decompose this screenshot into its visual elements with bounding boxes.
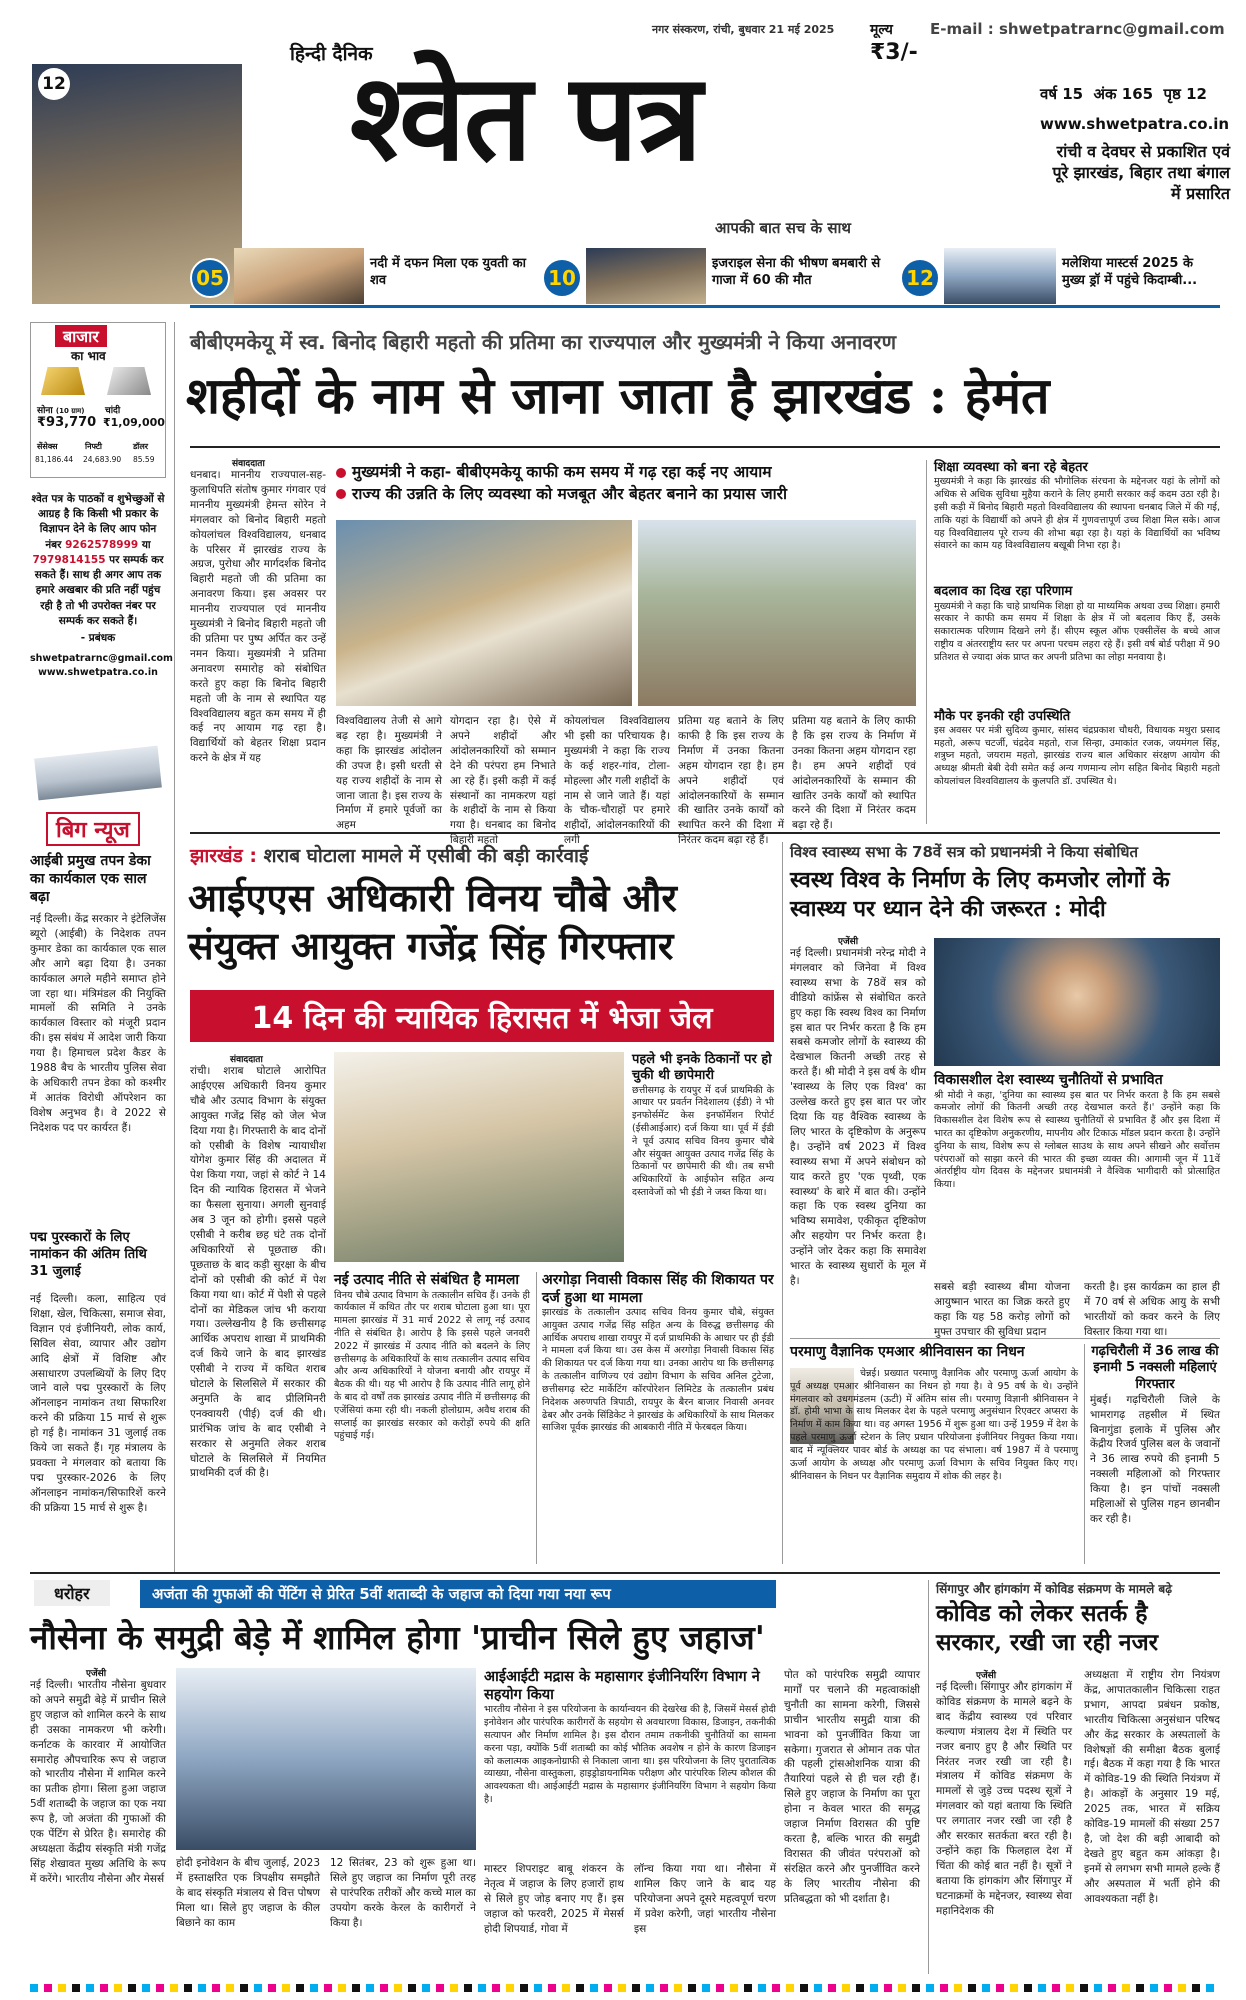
health-rule — [790, 1338, 1220, 1339]
scam-kicker: झारखंड : शराब घोटाला मामले में एसीबी की बड़ी कार्रवाई — [190, 845, 589, 867]
scam-sub-divider — [536, 1272, 537, 1564]
bottom-rule — [30, 1572, 1220, 1574]
notice-sign: - प्रबंधक — [80, 631, 116, 644]
sensex-value: 81,186.44 — [35, 455, 74, 464]
statue-photo — [638, 520, 916, 706]
heritage-col-5: लॉन्च किया गया था। नौसेना में शामिल किए जाने के बाद यह परियोजना अपने दूसरे महत्वपूर्ण चरण में प्रवेश करेगी, जहां भारतीय नौसेना इस — [634, 1863, 776, 1935]
statue-unveiling-photo — [336, 520, 632, 706]
health-box-heading: विकासशील देश स्वास्थ्य चुनौतियों से प्रभावित — [934, 1072, 1163, 1088]
heritage-col-4: मास्टर शिपराइट बाबू शंकरन के नेतृत्व में जहाज के लिए हजारों हाथ से सिले हुए जोड़ बनाए गए हैं। इस जहाज को फरवरी, 2025 में मेसर्स होदी शिपयार्ड, गोवा में — [484, 1863, 624, 1935]
scam-body: रांची। शराब घोटाले आरोपित आईएएस अधिकारी विनय कुमार चौबे और उत्पाद विभाग के संयुक्त आयुक्त गजेंद्र सिंह को जेल भेज दिया गया है। गिरफ्तारी के बाद दोनों को एसीबी के विशेष न्यायाधीश योगेश कुमार सिंह की अदालत में पेश किया गया, जहां से कोर्ट ने 14 दिन की न्यायिक हिरासत में भेजने का फैसला सुनाया। अगली सुनवाई अब 3 जून को होगी। इससे पहले एसीबी ने करीब छह घंटे तक दोनों अधिकारियों से पूछताछ की। पूछताछ के बाद कड़ी सुरक्षा के बीच दोनों को एसीबी की कोर्ट में पेश किया गया था। कोर्ट में पेशी से पहले दोनों का मेडिकल जांच भी कराया गया। उल्लेखनीय है कि छत्तीसगढ़ आर्थिक अपराध शाखा में प्राथमिकी दर्ज किये जाने के बाद झारखंड एसीबी ने राज्य में कथित शराब घोटाले के सिलसिले में सरकार की अनुमति के बाद प्रीलिमिनरी एनक्वायरी (पीई) दर्ज की थी। प्रारंभिक जांच के बाद एसीबी ने सरकार से अनुमति लेकर शराब घोटाले के सिलसिले में नियमित प्राथमिकी दर्ज की है। — [190, 1065, 326, 1480]
health-box — [934, 1072, 1220, 1272]
nifty-label: निफ्टी — [85, 442, 102, 451]
scam-sub-1 — [334, 1272, 530, 1564]
market-heading: बाजार — [55, 325, 107, 347]
silver-icon — [107, 367, 151, 395]
covid-byline: एजेंसी — [976, 1671, 997, 1681]
side-heading-2: बदलाव का दिख रहा परिणाम — [934, 584, 1073, 600]
price: ₹3/- — [870, 40, 918, 65]
teaser-photo — [234, 248, 364, 304]
lead-bullets — [336, 462, 916, 505]
right-divider — [782, 842, 783, 1564]
health-col-b2: करती है। इस कार्यक्रम का हाल ही में 70 वर्ष से अधिक आयु के सभी भारतीयों को कवर करने के लिए विस्तार किया गया था। — [1084, 1281, 1220, 1338]
notice-or: या — [141, 538, 151, 551]
tagline: आपकी बात सच के साथ — [715, 219, 851, 237]
sensex-label: सेंसेक्स — [37, 442, 58, 451]
lead-col-6: प्रतिमा यह बताने के लिए काफी है कि इस राज्य के निर्माण में उनका कितना अहम योगदान रहा है। हम अपने शहीदों एवं आंदोलनकारियों के सम्मान की खातिर उनके कार्यों को स्थापित करने की दिशा में निरंतर कदम बढ़ा रहे हैं। — [792, 715, 916, 832]
side-text-2: मुख्यमंत्री ने कहा कि चाहे प्राथमिक शिक्षा हो या माध्यमिक अथवा उच्च शिक्षा। हमारी सरकार ने काफी कम समय में शिक्षा के क्षेत्र में जो बदलाव किए हैं, उसके सकारात्मक परिणाम दिखने लगे हैं। सीएम स्कूल ऑफ एक्सीलेंस के बच्चे आज राष्ट्रीय व अंतरराष्ट्रीय स्तर पर अपना परचम लहरा रहे हैं। इसी वर्ष बोर्ड परीक्षा में 90 प्रतिशत से ज्यादा अंक प्राप्त कर अपनी प्रतिभा का लोहा मनवाया है। — [934, 600, 1220, 663]
bignews-text: नई दिल्ली। केंद्र सरकार ने इंटेलिजेंस ब्यूरो (आईबी) के निदेशक तपन कुमार डेका का कार्यकाल एक साल और आगे बढ़ा दिया है। उनका कार्यकाल अगले महीने समाप्त होने जा रहा था। मंत्रिमंडल की नियुक्ति मामलों की समिति ने उनके कार्यकाल विस्तार को मंजूरी प्रदान की। इस संबंध में आदेश जारी किया गया है। हिमाचल प्रदेश कैडर के 1988 बैच के भारतीय पुलिस सेवा के अधिकारी तपन डेका को कश्मीर में आतंक विरोधी ऑपरेशन का विशेष अनुभव है। वे 2022 से निदेशक पद पर कार्यरत हैं। — [30, 913, 166, 1134]
edition-line: नगर संस्करण, रांची, बुधवार 21 मई 2025 — [652, 23, 835, 36]
heritage-col-6: पोत को पारंपरिक समुद्री व्यापार मार्गों पर चलाने की महत्वाकांक्षी चुनौती का सामना करेगी, जिससे प्राचीन भारतीय समुद्री यात्रा की भावना को पुनर्जीवित किया जा सकेगा। गुजरात से ओमान तक पोत की पहली ट्रांसओशनिक यात्रा की तैयारियां पहले से ही चल रही हैं। सिले हुए जहाज के निर्माण का पूरा होना न केवल भारत की समृद्ध जहाज निर्माण विरासत की पुष्टि करता है, बल्कि भारत की समुद्री विरासत की जीवंत परंपराओं को संरक्षित करने और पुनर्जीवित करने के लिए भारतीय नौसेना की प्रतिबद्धता को भी दर्शाता है। — [784, 1669, 920, 1905]
lead-col-1: धनबाद। माननीय राज्यपाल-सह-कुलाधिपति संतोष कुमार गंगवार एवं माननीय मुख्यमंत्री हेमन्त सोरेन ने मंगलवार को बिनोद बिहारी महतो कोयलांचल विश्वविद्यालय, धनबाद के परिसर में झारखंड राज्य के अग्रज, पुरोधा और मार्गदर्शक बिनोद बिहारी महतो जी की प्रतिमा का अनावरण किया। इस अवसर पर माननीय राज्यपाल एवं माननीय मुख्यमंत्री ने बिनोद बिहारी महतो जी की प्रतिमा पर पुष्प अर्पित कर उन्हें नमन किया। मुख्यमंत्री ने प्रतिमा अनावरण समारोह को संबोधित करते हुए कहा कि बिनोद बिहारी महतो जी के नाम से स्थापित यह विश्वविद्यालय बहुत कम समय में ही कई नए आयाम गढ़ रहा है। विद्यार्थियों को बेहतर शिक्षा प्रदान करने के क्षेत्र में यह — [190, 469, 326, 765]
masthead — [0, 0, 1246, 240]
ad-notice — [30, 492, 173, 680]
notice-phone-1[interactable]: 9262578999 — [65, 538, 139, 551]
bignews-text: नई दिल्ली। कला, साहित्य एवं शिक्षा, खेल, चिकित्सा, समाज सेवा, विज्ञान एवं इंजीनियरी, लोक कार्य, सिविल सेवा, व्यापार और उद्योग आदि क्षेत्रों में विशिष्ट और असाधारण उपलब्धियों के लिए दिए जाने वाले पद्म पुरस्कारों के लिए ऑनलाइन नामांकन तथा सिफारिश करने की प्रक्रिया 15 मार्च से शुरू हो गई है। नामांकन 31 जुलाई तक किये जा सकते हैं। गृह मंत्रालय के प्रवक्ता ने मंगलवार को बताया कि पद्म पुरस्कार-2026 के लिए ऑनलाइन नामांकन/सिफारिशें करने की प्रक्रिया 15 मार्च से शुरू है। — [30, 1293, 166, 1514]
daily-label: हिन्दी दैनिक — [290, 43, 373, 65]
dollar-value: 85.59 — [133, 455, 155, 464]
scam-box-heading: पहले भी इनके ठिकानों पर हो चुकी थी छापेमारी — [632, 1052, 772, 1084]
gold-icon — [41, 367, 85, 395]
notice-text-2: पर सम्पर्क कर सकते हैं। साथ ही अगर आप तक हमारे अखबार की प्रति नहीं पहुंच रही है तो भी उपरोक्त नंबर पर सम्पर्क कर सकते हैं। — [34, 553, 164, 627]
naxal-divider — [1084, 1344, 1085, 1564]
registration-dots — [30, 1984, 1220, 1992]
teaser-page-badge: 05 — [190, 258, 230, 298]
arrest-photo — [334, 1052, 624, 1262]
scientist-story — [790, 1344, 1078, 1564]
scientist-text: चेन्नई। प्रख्यात परमाणु वैज्ञानिक और परमाणु ऊर्जा आयोग के पूर्व अध्यक्ष एमआर श्रीनिवासन का निधन हो गया है। वे 95 वर्ष के थे। उन्होंने मंगलवार को उधगमंडलम (ऊटी) में अंतिम सांस ली। परमाणु विज्ञानी श्रीनिवासन ने डॉ. होमी भाभा के साथ मिलकर देश के पहले परमाणु अनुसंधान रिएक्टर अप्सरा के निर्माण में काम किया था। वह अगस्त 1956 में शुरू हुआ था। उन्हें 1959 में देश के पहले परमाणु ऊर्जा स्टेशन के लिए प्रधान परियोजना इंजीनियर नियुक्त किया गया। बाद में न्यूक्लियर पावर बोर्ड के अध्यक्ष का पद संभाला। वर्ष 1987 में वे परमाणु ऊर्जा आयोग के अध्यक्ष और परमाणु ऊर्जा विभाग के सचिव नियुक्त किए गए। श्रीनिवासन के निधन पर वैज्ञानिक समुदाय में शोक की लहर है। — [790, 1368, 1078, 1482]
newspaper-graphic — [34, 746, 162, 801]
lead-col-3: योगदान रहा है। ऐसे में अपने शहीदों और आंदोलनकारियों को सम्मान देने की परंपरा हम निभाते आ रहे हैं। इसी कड़ी में कई संस्थानों का नामकरण यहां के शहीदों के नाम से किया गया है। धनबाद का बिनोद बिहारी महतो — [450, 715, 556, 847]
health-headline: स्वस्थ विश्व के निर्माण के लिए कमजोर लोगों के स्वास्थ्य पर ध्यान देने की जरूरत : मोदी — [790, 867, 1170, 922]
bignews-label: बिग न्यूज — [46, 812, 140, 846]
lead-col-4: कोयलांचल विश्वविद्यालय भी इसी का परिचायक है। मुख्यमंत्री ने कहा कि राज्य के कई शहर-गांव, टोला-मोहल्ला और गली शहीदों के नाम से जाने जाते हैं। यहां के चौक-चौराहों पर हमारे शहीदों, आंदोलनकारियों की लगी — [564, 715, 670, 847]
scam-sub-1-text: विनय चौबे उत्पाद विभाग के तत्कालीन सचिव हैं। उनके ही कार्यकाल में कथित तौर पर शराब घोटाला हुआ था। पूरा मामला झारखंड में 31 मार्च 2022 से लागू नई उत्पाद नीति से संबंधित है। आरोप है कि इससे पहले जनवरी 2022 में झारखंड में उत्पाद नीति को बदलने के लिए छत्तीसगढ़ के अधिकारियों के साथ तत्कालीन उत्पाद सचिव और अन्य अधिकारियों ने योजना बनायी और रायपुर में बैठक की थी। यह भी आरोप है कि उत्पाद नीति लागू होने के बाद दो वर्षों तक झारखंड उत्पाद नीति में छत्तीसगढ़ की एजेंसियां कमा रही थी। नकली होलोग्राम, अवैध शराब की सप्लाई का झारखंड सरकार को करोड़ों रुपये की क्षति पहुंचाई गई। — [334, 1289, 530, 1442]
heritage-box-heading: आईआईटी मद्रास के महासागर इंजीनियरिंग विभाग ने सहयोग किया — [484, 1669, 760, 1704]
covid-col-2: अध्यक्षता में राष्ट्रीय रोग नियंत्रण केंद्र, आपातकालीन चिकित्सा राहत प्रभाग, आपदा प्रबंधन प्रकोष्ठ, भारतीय चिकित्सा अनुसंधान परिषद और केंद्र सरकार के अस्पतालों के विशेषज्ञों की समीक्षा बैठक बुलाई गई। बैठक में कहा गया है कि भारत में कोविड-19 की स्थिति नियंत्रण में है। आंकड़ों के अनुसार 19 मई, 2025 तक, भारत में सक्रिय कोविड-19 मामलों की संख्या 257 है, जो देश की बड़ी आबादी को देखते हुए बहुत कम आंकड़ा है। इनमें से लगभग सभी मामले हल्के हैं और अस्पताल में भर्ती होने की आवश्यकता नहीं है। — [1084, 1669, 1220, 1905]
bignews-title[interactable]: पद्म पुरस्कारों के लिए नामांकन की अंतिम तिथि 31 जुलाई — [30, 1230, 147, 1279]
page-badge: 12 — [38, 68, 70, 100]
gold-price: ₹93,770 — [37, 415, 97, 430]
market-sub: का भाव — [71, 349, 106, 363]
bullet-icon — [336, 468, 346, 478]
side-heading-3: मौके पर इनकी रही उपस्थिति — [934, 708, 1071, 724]
lead-side-box — [934, 460, 1220, 824]
lead-kicker: बीबीएमकेयू में स्व. बिनोद बिहारी महतो की प्रतिमा का राज्यपाल और मुख्यमंत्री ने किया अनावरण — [190, 330, 897, 354]
heritage-label: धरोहर — [34, 1580, 110, 1606]
published-from: रांची व देवघर से प्रकाशित एवं पूरे झारखंड, बिहार तथा बंगाल में प्रसारित — [1052, 142, 1230, 203]
pm-photo — [934, 938, 1220, 1066]
email: E-mail : shwetpatrarnc@gmail.com — [930, 20, 1225, 38]
teaser-text[interactable]: नदी में दफन मिला एक युवती का शव — [370, 256, 526, 288]
heritage-box-text: भारतीय नौसेना ने इस परियोजना के कार्यान्वयन की देखरेख की है, जिसमें मेसर्स होदी इनोवेशन और पारंपरिक कारीगरों के सहयोग से अवधारणा विकास, डिजाइन, तकनीकी सत्यापन और निर्माण शामिल है। इस दौरान तमाम तकनीकी चुनौतियों का सामना करना पड़ा, क्योंकि 5वीं शताब्दी का कोई भौतिक अवशेष न होने के कारण डिजाइन को कलात्मक आइकनोग्राफी से निकाला जाना था। इस परियोजना के लिए पुरातात्विक व्याख्या, नौसेना वास्तुकला, हाइड्रोडायनामिक परीक्षण और पारंपरिक शिल्प कौशल की आवश्यकता थी। आईआईटी मद्रास के महासागर इंजीनियरिंग विभाग ने सहयोग किया है। — [484, 1704, 776, 1805]
dollar-label: डॉलर — [133, 442, 149, 451]
covid-divider — [928, 1580, 929, 1974]
covid-col-1: नई दिल्ली। सिंगापुर और हांगकांग में कोविड संक्रमण के मामले बढ़ने के बाद केंद्रीय स्वास्थ्य एवं परिवार कल्याण मंत्रालय देश में स्थिति पर नजर बनाए हुए है और स्थिति पर निरंतर नजर रखी जा रही है। मंत्रालय में कोविड संक्रमण के मामलों से जुड़े उच्च पदस्थ सूत्रों ने मंगलवार को यहां बताया कि स्थिति पर लगातार नजर रखी जा रही है और सरकार सतर्कता बरत रही है। उन्होंने कहा कि फिलहाल देश में चिंता की कोई बात नहीं है। सूत्रों ने बताया कि हांगकांग और सिंगापुर में घटनाक्रमों के मद्देनजर, स्वास्थ्य सेवा महानिदेशक की — [936, 1681, 1072, 1917]
scam-byline: संवाददाता — [230, 1055, 263, 1065]
bullet-icon — [336, 489, 346, 499]
silver-label: चांदी — [105, 406, 121, 416]
naxal-story — [1090, 1344, 1220, 1564]
lead-headline: शहीदों के नाम से जाना जाता है झारखंड : हेमंत — [186, 366, 1050, 425]
heritage-col-3: 12 सितंबर, 23 को शुरू हुआ था। सिले हुए जहाज का निर्माण पूरी तरह से पारंपरिक तरीकों और कच्चे माल का उपयोग करके केरल के कारीगरों ने किया है। — [330, 1857, 476, 1929]
gold-label: सोना (10 ग्राम) — [37, 406, 85, 416]
lead-rule — [190, 446, 1220, 448]
scam-sub-2 — [542, 1272, 774, 1564]
naxal-headline: गढ़चिरौली में 36 लाख की इनामी 5 नक्सली महिलाएं गिरफ्तार — [1091, 1344, 1219, 1392]
lead-side-divider — [926, 460, 927, 824]
teaser-photo — [944, 248, 1056, 304]
scam-headline: आईएएस अधिकारी विनय चौबे और संयुक्त आयुक्त गजेंद्र सिंह गिरफ्तार — [188, 875, 677, 968]
silver-price: ₹1,09,000 — [103, 416, 165, 429]
masthead-title: श्वेत पत्र — [350, 47, 701, 188]
covid-headline: कोविड को लेकर सतर्क है सरकार, रखी जा रही नजर — [936, 1600, 1159, 1656]
lead-byline: संवाददाता — [232, 459, 265, 469]
lead-bullet-1: मुख्यमंत्री ने कहा- बीबीएमकेयू काफी कम समय में गढ़ रहा कई नए आयाम — [336, 462, 916, 484]
heritage-byline: एजेंसी — [86, 1669, 107, 1679]
teaser-page-badge: 12 — [900, 258, 940, 298]
heritage-headline: नौसेना के समुद्री बेड़े में शामिल होगा 'प्राचीन सिले हुए जहाज' — [30, 1618, 765, 1657]
covid-kicker: सिंगापुर और हांगकांग में कोविड संक्रमण के मामले बढ़े — [936, 1582, 1173, 1596]
price-label: मूल्य — [870, 22, 893, 38]
heritage-kicker: अजंता की गुफाओं की पेंटिंग से प्रेरित 5वीं शताब्दी के जहाज को दिया गया नया रूप — [140, 1580, 776, 1608]
heritage-col-1: नई दिल्ली। भारतीय नौसेना बुधवार को अपने समुद्री बेड़े में प्राचीन सिले हुए जहाज को शामिल करने के साथ ही उसका नामकरण भी करेगी। कर्नाटक के कारवार में आयोजित समारोह औपचारिक रूप से जहाज को भारतीय नौसेना में शामिल करने का प्रतीक होगा। सिला हुआ जहाज 5वीं शताब्दी के जहाज का एक नया रूप है, जो अजंता की गुफाओं की एक पेंटिंग से प्रेरित है। समारोह की अध्यक्षता केंद्रीय संस्कृति मंत्री गजेंद्र सिंह शेखावत मुख्य अतिथि के रूप में करेंगे। भारतीय नौसेना और मेसर्स — [30, 1679, 166, 1885]
notice-phone-2[interactable]: 7979814155 — [32, 553, 106, 566]
scam-banner: 14 दिन की न्यायिक हिरासत में भेजा जेल — [190, 990, 774, 1042]
teaser-text[interactable]: मलेशिया मास्टर्स 2025 के मुख्य ड्रॉ में पहुंचे किदाम्बी... — [1062, 256, 1198, 288]
lead-bullet-2: राज्य की उन्नति के लिए व्यवस्था को मजबूत और बेहतर बनाने का प्रयास जारी — [336, 484, 916, 506]
health-kicker: विश्व स्वास्थ्य सभा के 78वें सत्र को प्रधानमंत्री ने किया संबोधित — [790, 843, 1139, 861]
scam-sub-2-heading: अरगोड़ा निवासी विकास सिंह की शिकायत पर दर्ज हुआ था मामला — [542, 1272, 774, 1306]
teaser-text[interactable]: इजराइल सेना की भीषण बमबारी से गाजा में 60 की मौत — [712, 256, 881, 288]
health-byline: एजेंसी — [838, 937, 859, 947]
scientist-headline: परमाणु वैज्ञानिक एमआर श्रीनिवासन का निधन — [790, 1344, 1025, 1360]
lead-col-5: प्रतिमा यह बताने के लिए काफी है कि इस राज्य के निर्माण में उनका कितना अहम योगदान रहा है। हम अपने शहीदों एवं आंदोलनकारियों के सम्मान की खातिर उनके कार्यों को स्थापित करने की दिशा में निरंतर कदम बढ़ा रहे हैं। — [678, 715, 784, 847]
notice-text: श्वेत पत्र के पाठकों व शुभेच्छुओं से आग्रह है कि किसी भी प्रकार के विज्ञापन देने के लिए आप फोन नंबर — [31, 493, 165, 551]
side-text-3: इस अवसर पर मंत्री सुदिव्य कुमार, सांसद चंद्रप्रकाश चौधरी, विधायक मथुरा प्रसाद महतो, अरूप चटर्जी, चंद्रदेव महतो, राज सिन्हा, उमाकांत रजक, जयमंगल सिंह, शत्रुघ्न महतो, जयराम महतो, झारखंड राज्य बाल अधिकार संरक्षण आयोग की अध्यक्ष श्रीमती बेबी देवी समेत कई अन्य गणमान्य लोग सहित बिनोद बिहारी महतो कोयलांचल विश्वविद्यालय के कुलपति डॉ. उपस्थित थे। — [934, 724, 1220, 787]
notice-email[interactable]: shwetpatrarnc@gmail.com — [30, 653, 173, 665]
health-col-b1: सबसे बड़ी स्वास्थ्य बीमा योजना आयुष्मान भारत का जिक्र करते हुए कहा कि यह 58 करोड़ लोगों को मुफ्त उपचार की सुविधा प्रदान — [934, 1281, 1070, 1338]
nifty-value: 24,683.90 — [83, 455, 122, 464]
volume-info: वर्ष 15 अंक 165 पृष्ठ 12 — [1040, 85, 1207, 103]
lead-col-2: विश्वविद्यालय तेजी से आगे बढ़ रहा है। मुख्यमंत्री ने कहा कि झारखंड आंदोलन की उपज है। इसी धरती से यह राज्य शहीदों के नाम से जाना जाता है। इस राज्य के निर्माण में हमारे पूर्वजों का अहम — [336, 715, 442, 832]
scam-sub-2-text: झारखंड के तत्कालीन उत्पाद सचिव विनय कुमार चौबे, संयुक्त आयुक्त उत्पाद गजेंद्र सिंह सहित अन्य के विरुद्ध छत्तीसगढ़ की आर्थिक अपराध शाखा रायपुर में दर्ज प्राथमिकी के आधार पर ही ईडी ने मामला दर्ज किया था। उस केस में अरगोड़ा निवासी विकास सिंह की शिकायत पर दर्ज किया गया था। उनका आरोप था कि छत्तीसगढ़ के तत्कालीन वाणिज्य एवं उद्योग विभाग के सचिव अनिल टुटेजा, छत्तीसगढ़ स्टेट मार्केटिंग कॉरपोरेशन लिमिटेड के तत्कालीन प्रबंध निदेशक अरुणपति त्रिपाठी, रायपुर के बैरन बाजार निवासी अनवर ढेबर और उनके सिंडिकेट ने झारखंड के अधिकारियों के साथ मिलकर साजिश पूर्वक झारखंड की आबकारी नीति में फेरबदल किया। — [542, 1307, 774, 1434]
ship-photo — [176, 1668, 476, 1850]
health-body: नई दिल्ली। प्रधानमंत्री नरेन्द्र मोदी ने मंगलवार को जिनेवा में विश्व स्वास्थ्य सभा के 78वें सत्र को वीडियो कांफ्रेंस से संबोधित करते हुए कहा कि स्वस्थ विश्व का निर्माण इस बात पर निर्भर करता है कि हम सबसे कमजोर लोगों के स्वास्थ्य की देखभाल कितनी अच्छी तरह से करते हैं। श्री मोदी ने इस वर्ष के थीम 'स्वास्थ्य के लिए एक विश्व' का उल्लेख करते हुए इस बात पर जोर दिया कि यह वैश्विक स्वास्थ्य के लिए भारत के दृष्टिकोण के अनुरूप है। उन्होंने वर्ष 2023 में विश्व स्वास्थ्य सभा में अपने संबोधन को याद करते हुए 'एक पृथ्वी, एक स्वास्थ्य' के बारे में बात की। उन्होंने कहा कि एक स्वस्थ दुनिया का भविष्य समावेश, एकीकृत दृष्टिकोण और सहयोग पर निर्भर करता है। उन्होंने जोर देकर कहा कि समावेश भारत के स्वास्थ्य सुधारों के मूल में है। — [790, 947, 926, 1287]
side-text-1: मुख्यमंत्री ने कहा कि झारखंड की भौगोलिक संरचना के मद्देनजर यहां के लोगों को अधिक से अधिक सुविधा मुहैया कराने के लिए हमारी सरकार कई कदम उठा रही है। इसी कड़ी में बिनोद बिहारी महतो विश्वविद्यालय की स्थापना धनबाद जिले में की गई, ताकि यहां के विद्यार्थी को अपने ही क्षेत्र में गुणवत्तापूर्ण उच्च शिक्षा मिल सके। आज यह विश्वविद्यालय पूरे राज्य की शोभा बढ़ा रहा है। यहां के विद्यार्थियों का भविष्य संवारने का काम यह विश्वविद्यालय बखूबी निभा रहा है। — [934, 476, 1220, 552]
heritage-box — [484, 1668, 776, 1858]
scam-sub-1-heading: नई उत्पाद नीति से संबंधित है मामला — [334, 1272, 519, 1288]
bignews-title[interactable]: आईबी प्रमुख तपन डेका का कार्यकाल एक साल बढ़ा — [30, 853, 151, 906]
naxal-text: मुंबई। गढ़चिरौली जिले के भामरागढ़ तहसील में स्थित बिनागुंडा इलाके में पुलिस और केंद्रीय रिजर्व पुलिस बल के जवानों ने 36 लाख रुपये की इनामी 5 नक्सली महिलाओं को गिरफ्तार किया है। इन पांचों नक्सली महिलाओं से पुलिस गहन छानबीन कर रही है। — [1090, 1393, 1220, 1525]
health-box-text: श्री मोदी ने कहा, 'दुनिया का स्वास्थ्य इस बात पर निर्भर करता है कि हम सबसे कमजोर लोगों की कितनी अच्छी तरह देखभाल करते हैं।' उन्होंने कहा कि विकासशील देश विशेष रूप से स्वास्थ्य चुनौतियों से प्रभावित हैं और इस दिशा में भारत का दृष्टिकोण अनुकरणीय, मापनीय और टिकाऊ मॉडल प्रदान करता है। उन्होंने दुनिया के साथ, विशेष रूप से ग्लोबल साउथ के साथ अपने सीखने और सर्वोत्तम परंपराओं को साझा करने की भारत की इच्छा व्यक्त की। आगामी जून में 11वें अंतर्राष्ट्रीय योग दिवस के मद्देनजर प्रधानमंत्री ने वैश्विक भागीदारी को प्रोत्साहित किया। — [934, 1089, 1220, 1191]
website: www.shwetpatra.co.in — [1040, 115, 1230, 133]
teaser-photo — [586, 248, 706, 304]
teaser-page-badge: 10 — [542, 258, 582, 298]
heritage-col-2: होदी इनोवेशन के बीच जुलाई, 2023 में हस्ताक्षरित एक त्रिपक्षीय समझौते के बाद संस्कृति मंत्रालय से वित्त पोषण मिला था। सिले हुए जहाज के कील बिछाने का काम — [176, 1857, 320, 1929]
mid-rule — [190, 832, 1220, 834]
scam-box — [632, 1052, 774, 1262]
side-heading-1: शिक्षा व्यवस्था को बना रहे बेहतर — [934, 460, 1088, 475]
left-column-divider — [174, 322, 175, 1572]
notice-web[interactable]: www.shwetpatra.co.in — [38, 666, 158, 678]
teaser-strip — [190, 244, 1220, 308]
market-box — [30, 322, 166, 478]
scam-box-text: छत्तीसगढ़ के रायपुर में दर्ज प्राथमिकी के आधार पर प्रवर्तन निदेशालय (ईडी) ने भी इनफोर्समेंट केस इनफॉर्मेशन रिपोर्ट (ईसीआईआर) दर्ज किया था। पूर्व में ईडी ने पूर्व उत्पाद सचिव विनय कुमार चौबे और संयुक्त आयुक्त उत्पाद गजेंद्र सिंह के ठिकानों पर छापेमारी की थी। तब सभी अधिकारियों के आईफोन सहित अन्य दस्तावेजों को भी ईडी ने जब्त किया था। — [632, 1084, 774, 1198]
